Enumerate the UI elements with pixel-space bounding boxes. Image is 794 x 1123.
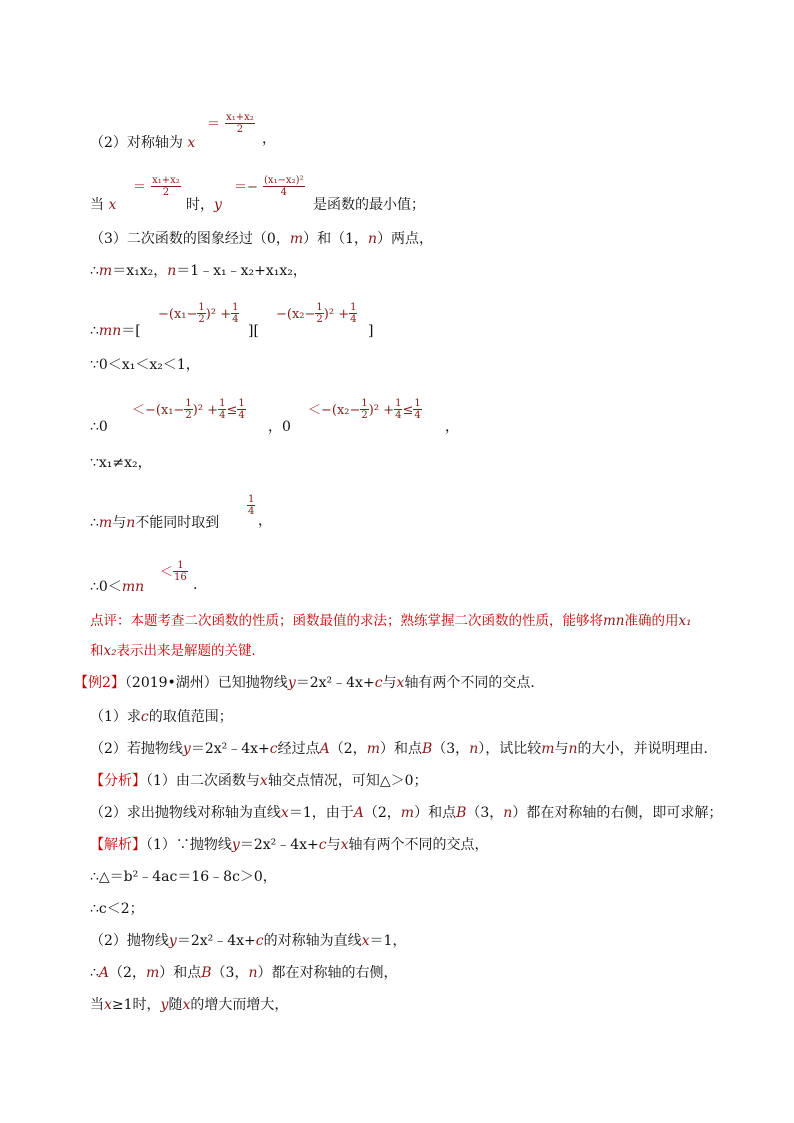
expr: ＜−(x₂− [308,403,361,418]
text: （2019•湖州）已知抛物线 [124,675,288,691]
expr: )² + [205,307,232,322]
text: 随 [168,997,183,1013]
question-1 [90,708,233,726]
var-c: c [140,709,149,725]
solution-4 [90,932,406,950]
num: x₁+x₂ [152,175,180,186]
line-range: ∵0＜x₁＜x₂＜1， [90,357,200,373]
expr: )² + [368,403,395,418]
text: 的增大而增大， [190,997,289,1013]
fraction [231,302,239,325]
fraction [247,494,255,517]
num: 1 [350,302,357,313]
text: 与 [326,837,341,853]
text: （2）求出抛物线对称轴为直线 [90,805,281,821]
var-A: A [319,741,330,757]
den: 4 [395,410,402,421]
text: 与 [382,675,397,691]
den: 2 [361,410,368,421]
line-therefore: ∴0 [90,419,108,435]
var-mn: mn [121,579,145,595]
text: ）和点 [379,741,422,757]
var-x: x [280,805,289,821]
line-points [90,230,433,248]
var-n: n [248,965,258,981]
text: 轴有两个不同的交点， [348,837,489,853]
var-m: m [289,231,304,247]
var-x: x [340,837,349,853]
expr: ＜−(x₁− [132,403,185,418]
text: ）和点 [414,805,457,821]
den: 16 [174,572,187,583]
text: 与 [112,515,127,531]
var-m: m [541,741,555,757]
var-mn: mn [603,613,625,629]
den: 4 [219,410,226,421]
var-B: B [201,965,212,981]
fraction [225,112,255,135]
var-x1: x₁ [678,613,692,629]
text: （3）二次函数的图象经过（0， [90,231,290,247]
num: 1 [232,302,239,313]
text-sep: ，0 [268,419,291,435]
text: （2， [329,741,367,757]
line-not-both [90,514,219,532]
text: 轴有两个不同的交点． [404,675,545,691]
num: x₁+x₂ [226,112,254,123]
text: （3， [211,965,249,981]
num: 1 [395,398,402,409]
den: 4 [238,410,245,421]
var-c: c [374,675,383,691]
solution-1 [90,836,489,854]
var-n: n [469,741,479,757]
expr: )² + [192,403,219,418]
example-heading [74,674,544,692]
var-x: x [187,135,196,151]
expr: −(x₁− [158,307,198,322]
var-n: n [568,741,578,757]
text: ）都在对称轴的右侧， [257,965,398,981]
var-m: m [145,965,160,981]
fraction-quarter [247,494,255,517]
text: 表示出来是解题的关键． [116,643,266,659]
text: ）都在对称轴的右侧，即可求解； [512,805,723,821]
fraction [349,302,357,325]
var-y: y [214,197,222,213]
text: ＝2x²﹣4x+ [176,933,256,949]
period: . [193,577,198,593]
formula-ineq-2 [308,398,422,421]
fraction [197,302,205,325]
num: 1 [248,494,255,505]
formula-bracket-1 [158,302,239,325]
den: 2 [185,410,192,421]
den: 4 [414,410,421,421]
var-c: c [269,741,278,757]
text: ∴ [90,263,99,279]
text: 轴交点情况，可知△＞0； [267,773,428,789]
formula-ineq-1 [132,398,246,421]
text: 和 [90,643,104,659]
fraction [360,398,368,421]
den: 2 [236,124,244,135]
var-y: y [160,997,169,1013]
num: (x₁−x₂)² [264,175,304,186]
den: 4 [280,187,287,198]
line-neq: ∵x₁≠x₂， [90,455,152,471]
text: （2）抛物线 [90,933,169,949]
var-A: A [353,805,364,821]
text-min-value: 是函数的最小值； [313,197,425,213]
text: （2）对称轴为 [90,135,188,151]
expr: −(x₂− [276,307,316,322]
var-B: B [421,741,433,757]
den: 2 [162,187,170,198]
solution-6 [90,996,288,1014]
text: ＝2x²﹣4x+ [239,837,319,853]
var-x: x [259,773,268,789]
comma: ， [258,513,272,529]
text: ∴ [90,515,99,531]
formula-axis [207,112,255,135]
var-y: y [287,675,296,691]
text: （1）∵抛物线 [146,837,232,853]
var-x: x [361,933,370,949]
fraction [151,175,181,198]
var-m: m [98,263,113,279]
fraction [173,560,188,583]
var-m: m [366,741,380,757]
fraction [263,175,305,198]
den: 4 [248,506,255,517]
solution-5 [90,964,398,982]
example-tag: 【例2】 [74,675,125,691]
expr: )² + [323,307,350,322]
var-mn: mn [98,323,122,339]
line-min [90,196,116,214]
text-when [186,196,222,214]
var-x: x [108,197,117,213]
text: 的对称轴为直线 [263,933,362,949]
text: 当 [90,997,104,1013]
expr: ≤ [226,403,238,418]
analysis-tag: 【分析】 [90,773,146,789]
text: （3， [466,805,504,821]
line-mn-product [90,322,141,340]
text: 当 [90,197,109,213]
var-x: x [396,675,405,691]
text: ）和（1， [303,231,369,247]
eq: ＝ [133,180,147,195]
formula-min-y [234,175,305,198]
bracket-end: ] [368,323,374,339]
var-y: y [182,741,191,757]
var-A: A [98,965,110,981]
var-y: y [231,837,240,853]
var-x: x [104,997,112,1013]
fraction [237,398,245,421]
solution-3: ∴c＜2； [90,901,144,917]
den: 4 [350,314,357,325]
comma: ， [445,419,459,435]
text: ＝x₁x₂， [112,263,168,279]
var-y: y [168,933,177,949]
var-n: n [167,263,177,279]
var-m: m [400,805,415,821]
expr: ＜ [160,565,174,580]
text: 准确的用 [624,613,679,629]
den: 2 [316,314,323,325]
text: ＝1， [369,933,407,949]
expr: ≤ [402,403,414,418]
text: 不能同时取到 [135,515,220,531]
num: 1 [238,398,245,409]
text: （2）若抛物线 [90,741,183,757]
formula-sixteenth [160,560,188,583]
num: 1 [173,560,188,572]
text: （2， [109,965,146,981]
text: 的取值范围； [148,709,233,725]
comment-line-2 [90,642,265,660]
line-conclusion [90,578,144,596]
text: ∴ [90,965,99,981]
formula-min-x [133,175,181,198]
text: （1）由二次函数与 [146,773,260,789]
text: ∴0＜ [90,579,122,595]
text: ＝2x²﹣4x+ [190,741,270,757]
text: ＝1，由于 [288,805,354,821]
analysis-1 [90,772,428,790]
var-n: n [126,515,136,531]
num: 1 [198,302,205,313]
text: 时， [186,197,214,213]
den: 4 [232,314,239,325]
text: 经过点 [277,741,320,757]
text: 的大小，并说明理由． [577,741,718,757]
text: ＝2x²﹣4x+ [295,675,375,691]
text: ）两点， [377,231,434,247]
text: （3， [432,741,470,757]
var-m: m [98,515,113,531]
eq: ＝ [207,117,221,132]
text: ），试比较 [478,741,542,757]
comment-line-1 [90,612,692,630]
text: 与 [554,741,569,757]
solution-tag: 【解析】 [90,837,146,853]
fraction [413,398,421,421]
var-x2: x₂ [103,643,117,659]
text: （2， [363,805,401,821]
var-n: n [368,231,378,247]
num: 1 [361,398,368,409]
formula-bracket-2 [276,302,357,325]
var-c: c [318,837,327,853]
num: 1 [185,398,192,409]
num: 1 [414,398,421,409]
var-x: x [182,997,191,1013]
num: 1 [219,398,226,409]
line-mn-def [90,262,307,280]
num: 1 [316,302,323,313]
text: ）和点 [159,965,202,981]
var-c: c [255,933,264,949]
text: ≥1时， [111,997,161,1013]
var-B: B [456,805,467,821]
fraction [315,302,323,325]
comma: ， [262,131,276,147]
text: ∴ [90,323,99,339]
text: 点评：本题考查二次函数的性质；函数最值的求法；熟练掌握二次函数的性质，能够将 [90,613,603,629]
text: （1）求 [90,709,141,725]
den: 2 [198,314,205,325]
eq: ＝− [234,180,258,195]
question-2 [90,740,718,758]
text: ＝1﹣x₁﹣x₂+x₁x₂， [176,263,307,279]
line-axis [90,134,195,152]
analysis-2 [90,804,722,822]
fraction [184,398,192,421]
bracket-sep: ][ [248,323,259,339]
solution-2: ∴△＝b²﹣4ac＝16﹣8c＞0， [90,869,277,885]
text: ＝[ [121,323,141,339]
var-n: n [503,805,513,821]
